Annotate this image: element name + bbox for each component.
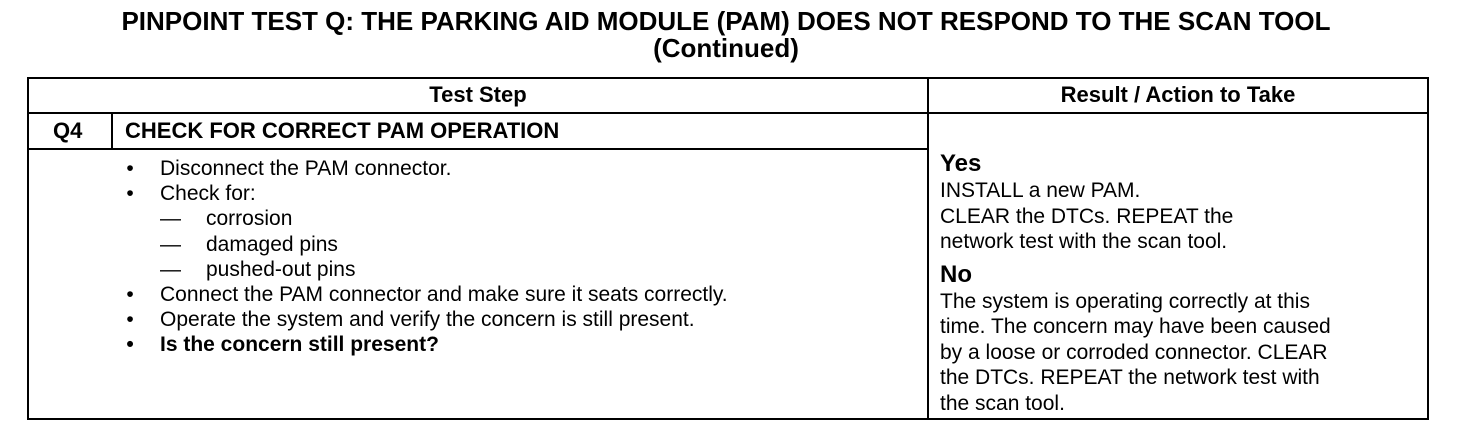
- dash: —: [160, 257, 181, 281]
- list-item: [124, 181, 728, 206]
- step-instructions: [124, 156, 728, 358]
- dash: —: [160, 232, 181, 256]
- list-item: [124, 307, 728, 332]
- list-item: [124, 257, 728, 282]
- instruction-connect: Connect the PAM connector and make sure it seats correctly.: [160, 283, 728, 307]
- check-item-damaged-pins: damaged pins: [206, 232, 338, 256]
- list-item: [124, 282, 728, 307]
- check-item-pushed-out-pins: pushed-out pins: [206, 257, 356, 281]
- instruction-question: Is the concern still present?: [160, 333, 439, 357]
- dash: —: [160, 207, 181, 231]
- title-line-1: PINPOINT TEST Q: THE PARKING AID MODULE (PAM) DOES NOT RESPOND TO THE SCAN TOOL: [121, 6, 1331, 36]
- column-divider: [927, 79, 929, 418]
- step-id-divider: [111, 114, 113, 149]
- bullet: •: [126, 157, 134, 180]
- bullet: •: [126, 333, 134, 357]
- result-yes-label: Yes: [940, 150, 982, 177]
- title-line-2: (Continued): [653, 33, 799, 63]
- result-no-label: No: [940, 260, 972, 288]
- result-no-text: The system is operating correctly at this time. The concern may have been caused by a loose or corroded connector. CLEAR the DTCs. REPEAT the network test with the scan tool.: [940, 289, 1331, 415]
- list-item: [124, 332, 728, 357]
- list-item: [124, 206, 728, 231]
- header-divider: [29, 112, 1427, 114]
- list-item: [124, 232, 728, 257]
- step-title-divider: [29, 148, 927, 150]
- step-title: CHECK FOR CORRECT PAM OPERATION: [125, 118, 560, 143]
- list-item: [124, 156, 728, 181]
- pinpoint-test-table: [27, 77, 1429, 420]
- instruction-check-for: Check for:: [160, 182, 256, 206]
- instruction-operate: Operate the system and verify the concern is still present.: [160, 308, 695, 332]
- bullet: •: [126, 182, 134, 206]
- instruction-disconnect: Disconnect the PAM connector.: [160, 157, 452, 180]
- page-title: [0, 8, 1452, 62]
- check-item-corrosion: corrosion: [206, 207, 293, 231]
- header-result-action: Result / Action to Take: [1060, 82, 1296, 107]
- bullet: •: [126, 308, 134, 332]
- result-action: [940, 150, 1420, 416]
- result-yes-text: INSTALL a new PAM. CLEAR the DTCs. REPEAT the network test with the scan tool.: [940, 179, 1234, 253]
- bullet: •: [126, 283, 134, 307]
- header-test-step: Test Step: [429, 82, 527, 107]
- step-id: Q4: [53, 118, 83, 143]
